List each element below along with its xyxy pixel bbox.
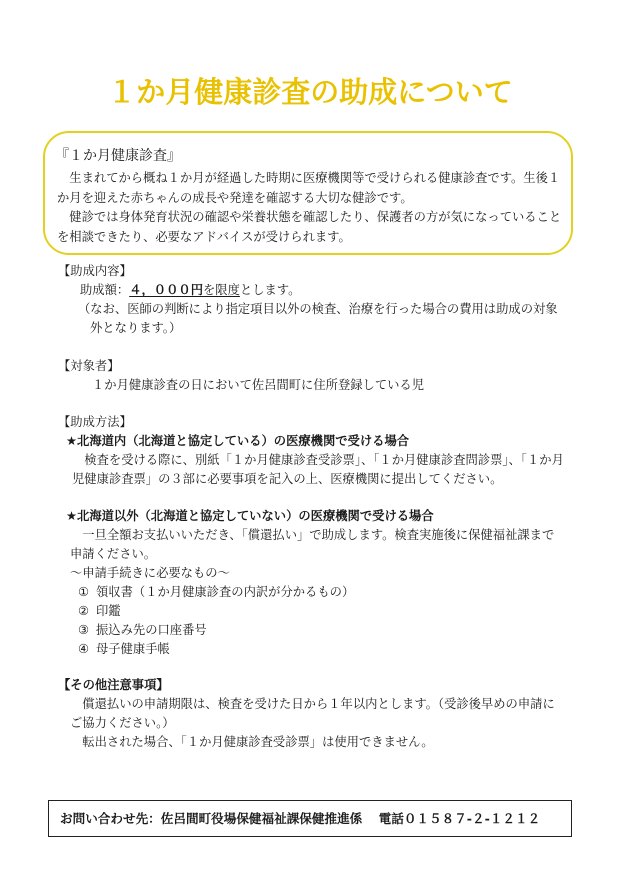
required-items-heading: ～申請手続きに必要なもの～ [70, 565, 230, 580]
intro-paragraph-line: 健診では身体発育状況の確認や栄養状態を確認したり、保護者の方が気になっていること [69, 210, 562, 225]
in-hokkaido-line: 児健康診査票」の３部に必要事項を記入の上、医療機関に提出してください。 [72, 471, 503, 486]
notes-section [58, 676, 555, 752]
list-item-text: 領収書（１か月健康診査の内訳が分かるもの） [96, 584, 355, 599]
intro-paragraph-line: か月を迎えた赤ちゃんの成長や発達を確認する大切な健診です。 [57, 190, 413, 205]
list-item [58, 583, 554, 602]
outside-hokkaido-title: ★北海道以外（北海道と協定していない）の医療機関で受ける場合 [66, 508, 434, 523]
list-marker: ① [78, 584, 90, 599]
intro-paragraph-line: 生まれてから概ね１か月が経過した時期に医療機関等で受けられる健康診査です。生後１ [69, 171, 561, 185]
eligibility-heading: 【対象者】 [58, 358, 120, 373]
notes-heading: 【その他注意事項】 [58, 677, 169, 692]
contact-phone: 電話０１５８７-２-１２１２ [378, 811, 541, 826]
subsidy-heading: 【助成内容】 [58, 263, 132, 278]
intro-heading: 『１か月健康診査』 [55, 148, 181, 164]
notes-line: 転出された場合、「１か月健康診査受診票」は使用できません。 [82, 734, 434, 749]
outside-hokkaido-line: 申請ください。 [70, 546, 157, 561]
eligibility-section [58, 357, 424, 395]
intro-box [43, 131, 573, 255]
contact-text [60, 801, 540, 836]
outside-hokkaido-block [58, 507, 554, 659]
contact-label: お問い合わせ先：佐呂間町役場保健福祉課保健推進係 [60, 811, 363, 826]
in-hokkaido-title: ★北海道内（北海道と協定している）の医療機関で受ける場合 [66, 433, 410, 448]
intro-paragraph-line: を相談できたり、必要なアドバイスが受けられます。 [57, 229, 351, 244]
notes-line: ご協力ください。） [70, 715, 175, 730]
list-item-text: 印鑑 [96, 603, 121, 618]
list-marker: ④ [78, 641, 90, 656]
subsidy-amount-value: ４，０００円 [129, 282, 203, 297]
list-marker: ③ [78, 622, 90, 637]
list-item [58, 621, 554, 640]
list-item [58, 602, 554, 621]
subsidy-note-line: （なお、医師の判断により指定項目以外の検査、治療を行った場合の費用は助成の対象 [78, 301, 558, 316]
page-title: １か月健康診査の助成について [107, 75, 513, 109]
list-item [58, 640, 554, 659]
subsidy-amount-line [58, 281, 558, 300]
intro-body [57, 169, 561, 247]
list-marker: ② [78, 603, 90, 618]
subsidy-amount-label: 助成額： [80, 282, 130, 297]
subsidy-amount-suffix: とします。 [239, 282, 301, 297]
subsidy-note-line: 外となります。） [90, 320, 182, 335]
method-section [58, 413, 564, 489]
notes-line: 償還払いの申請期限は、検査を受けた日から１年以内とします。（受診後早めの申請に [82, 696, 555, 711]
outside-hokkaido-line: 一旦全額お支払いいただき、「償還払い」で助成します。検査実施後に保健福祉課まで [82, 527, 555, 542]
in-hokkaido-line: 検査を受ける際に、別紙「１か月健康診査受診票」、「１か月健康診査問診票」、「１か月 [84, 452, 564, 467]
list-item-text: 母子健康手帳 [96, 641, 170, 656]
contact-box [48, 800, 572, 837]
list-item-text: 振込み先の口座番号 [96, 622, 207, 637]
subsidy-section [58, 262, 558, 338]
eligibility-text: １か月健康診査の日において佐呂間町に住所登録している児 [92, 377, 425, 392]
method-heading: 【助成方法】 [58, 414, 132, 429]
subsidy-amount-limit: を限度 [203, 282, 240, 297]
